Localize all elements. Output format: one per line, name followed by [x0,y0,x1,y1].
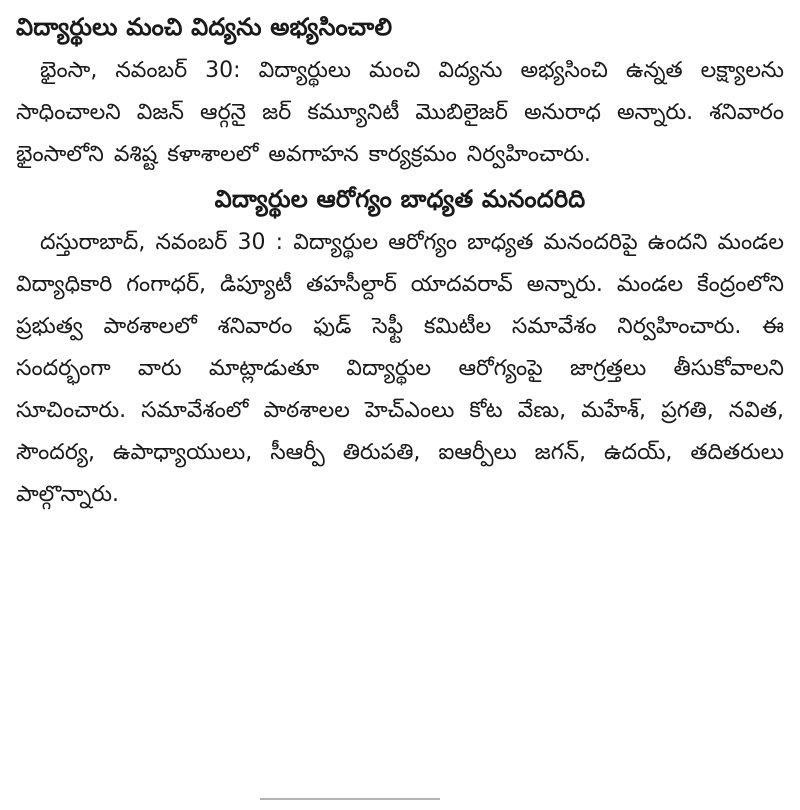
cropped-text-fragment-bottom [260,798,440,810]
cropped-text-fragment-top [105,0,145,4]
article-2 [16,176,784,516]
article-2-body: దస్తురాబాద్, నవంబర్ 30 : విద్యార్థుల ఆరోగ్యం బాధ్యత మనందరిపై ఉందని మండల విద్యాధికారి గంగాధర్, డిప్యూటీ తహసీల్దార్ యాదవరావ్ అన్నారు. మండల కేంద్రంలోని ప్రభుత్వ పాఠశాలలో శనివారం ఫుడ్ సెఫ్టీ కమిటీల సమావేశం నిర్వహించారు. ఈ సందర్భంగా వారు మాట్లాడుతూ విద్యార్థుల ఆరోగ్యంపై జాగ్రత్తలు తీసుకోవాలని సూచించారు. సమావేశంలో పాఠశాలల హెచ్ఎంలు కోట వేణు, మహేశ్, ప్రగతి, నవిత, సౌందర్య, ఉపాధ్యాయులు, సీఆర్పీ తిరుపతి, ఐఆర్పీలు జగన్, ఉదయ్, తదితరులు పాల్గొన్నారు. [16,230,784,507]
article-1-body: భైంసా, నవంబర్ 30: విద్యార్థులు మంచి విద్యను అభ్యసించి ఉన్నత లక్ష్యాలను సాధించాలని విజన్ ఆర్గనై జర్ కమ్యూనిటీ మొబిలైజర్ అనురాధ అన్నారు. శనివారం భైంసాలోని వశిష్ట కళాశాలలో అవగాహన కార్యక్రమం నిర్వహించారు. [16,58,784,167]
article-1 [16,4,784,176]
article-1-headline: విద్యార్థులు మంచి విద్యను అభ్యసించాలి [16,13,393,41]
article-2-headline: విద్యార్థుల ఆరోగ్యం బాధ్యత మనందరిది [214,185,586,213]
